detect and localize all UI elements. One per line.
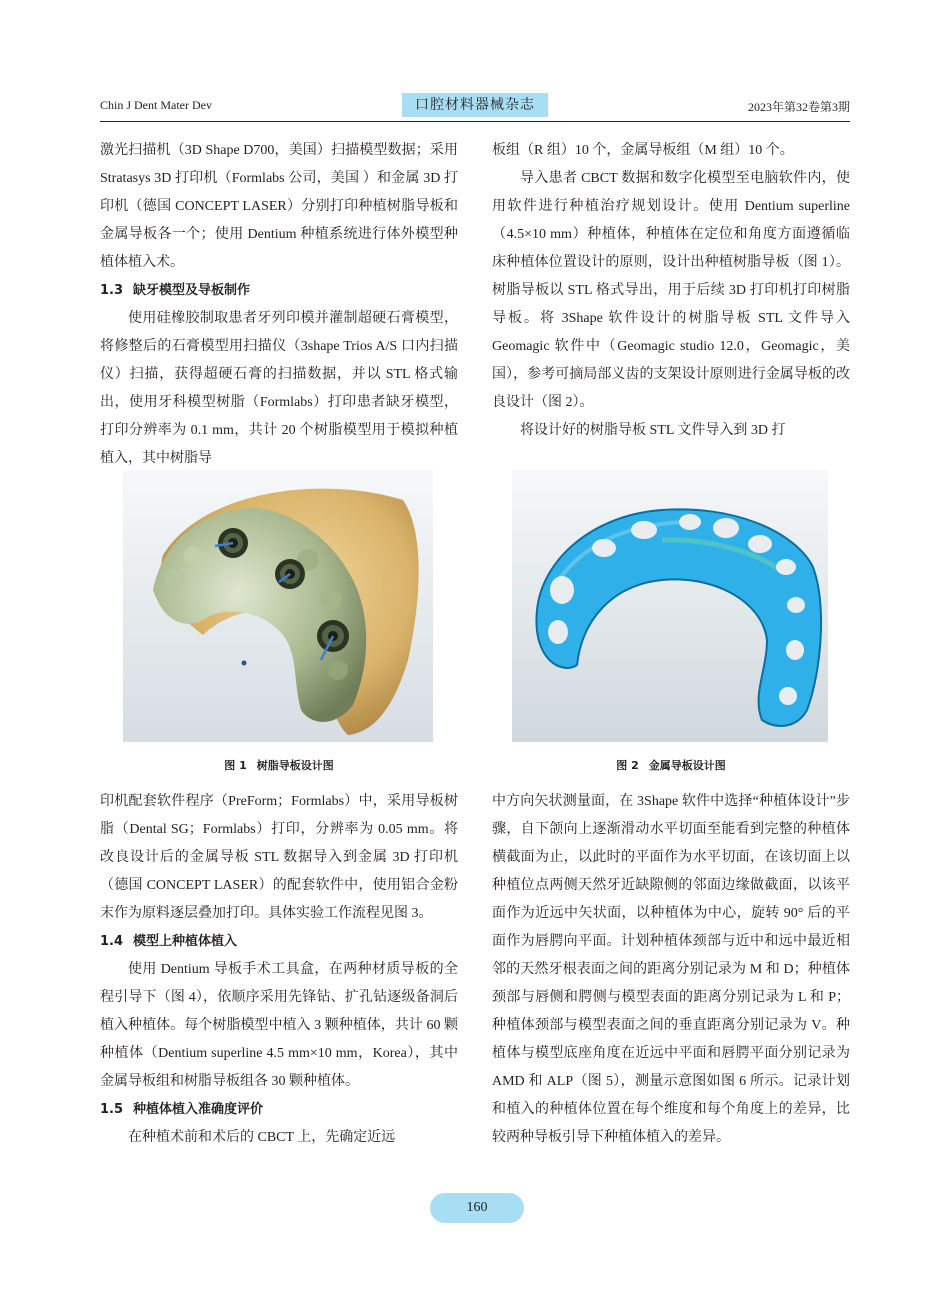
figure-title: 树脂导板设计图 bbox=[256, 759, 334, 772]
bottom-left-column bbox=[100, 788, 458, 1152]
section-number: 1.5 bbox=[100, 1102, 124, 1117]
section-number: 1.4 bbox=[100, 934, 124, 949]
paragraph: 将设计好的树脂导板 STL 文件导入到 3D 打 bbox=[520, 423, 786, 438]
figure-2-caption bbox=[492, 757, 850, 773]
bottom-right-column bbox=[492, 788, 850, 1152]
section-heading-1-5 bbox=[100, 1096, 458, 1124]
paragraph: 印机配套软件程序（PreForm；Formlabs）中，采用导板树脂（Dental SG；Formlabs）打印，分辨率为 0.05 mm。将改良设计后的金属导板 STL 数据导入到金属 3D 打印机（德国 CONCEPT LASER）的配套软件中，使用铝合金粉末作为原料逐层叠加打印。具体实验工作流程见图 3。 bbox=[100, 794, 458, 921]
section-heading-1-3 bbox=[100, 277, 458, 305]
journal-chinese-title: 口腔材料器械杂志 bbox=[402, 93, 548, 117]
paragraph: 在种植术前和术后的 CBCT 上，先确定近远 bbox=[128, 1130, 396, 1145]
figure-1-caption bbox=[100, 757, 458, 773]
paragraph: 板组（R 组）10 个，金属导板组（M 组）10 个。 bbox=[492, 143, 794, 158]
section-title: 种植体植入准确度评价 bbox=[133, 1102, 264, 1117]
top-right-column bbox=[492, 137, 850, 445]
figure-number: 图 2 bbox=[616, 759, 639, 772]
section-title: 缺牙模型及导板制作 bbox=[133, 283, 251, 298]
journal-english-title: Chin J Dent Mater Dev bbox=[100, 98, 212, 112]
header-rule bbox=[100, 121, 850, 122]
figure-1-resin-guide-image bbox=[123, 470, 433, 742]
issue-info: 2023年第32卷第3期 bbox=[747, 100, 850, 114]
figure-title: 金属导板设计图 bbox=[648, 759, 726, 772]
paragraph: 中方向矢状测量面，在 3Shape 软件中选择“种植体设计”步骤，自下颌向上逐渐滑动水平切面至能看到完整的种植体横截面为止，以此时的平面作为水平切面，在该切面上以种植位点两侧天然牙近缺隙侧的邻面边缘做截面，以该平面作为近远中矢状面，以种植体为中心，旋转 90° 后的平面作为唇腭向平面。计划种植体颈部与近中和远中最近相邻的天然牙根表面之间的距离分别记录为 M 和 D；种植体颈部与唇侧和腭侧与模型表面的距离分别记录为 L 和 P；种植体颈部与模型表面之间的垂直距离分别记录为 V。种植体与模型底座角度在近远中平面和唇腭平面分别记录为 AMD 和 ALP（图 5），测量示意图如图 6 所示。记录计划和植入的种植体位置在每个维度和每个角度上的差异，比较两种导板引导下种植体植入的差异。 bbox=[492, 794, 850, 1145]
section-number: 1.3 bbox=[100, 283, 124, 298]
paragraph: 使用 Dentium 导板手术工具盒，在两种材质导板的全程引导下（图 4），依顺序采用先锋钻、扩孔钻逐级备洞后植入种植体。每个树脂模型中植入 3 颗种植体，共计 60 颗种植体（Dentium superline 4.5 mm×10 mm，Korea），其中金属导板组和树脂导板组各 30 颗种植体。 bbox=[100, 962, 458, 1089]
figure-number: 图 1 bbox=[224, 759, 247, 772]
paragraph: 使用硅橡胶制取患者牙列印模并灌制超硬石膏模型，将修整后的石膏模型用扫描仪（3shape Trios A/S 口内扫描仪）扫描，获得超硬石膏的扫描数据，并以 STL 格式输出，使用牙科模型树脂（Formlabs）打印患者缺牙模型，打印分辨率为 0.1 mm，共计 20 个树脂模型用于模拟种植植入，其中树脂导 bbox=[100, 311, 458, 466]
figure-2-metal-guide-image bbox=[512, 470, 828, 742]
page-number: 160 bbox=[430, 1193, 524, 1223]
section-heading-1-4 bbox=[100, 928, 458, 956]
top-left-column bbox=[100, 137, 458, 473]
paragraph: 激光扫描机（3D Shape D700，美国）扫描模型数据；采用 Stratasys 3D 打印机（Formlabs 公司，美国 ）和金属 3D 打印机（德国 CONCEPT LASER）分别打印种植树脂导板和金属导板各一个；使用 Dentium 种植系统进行体外模型种植体植入术。 bbox=[100, 143, 458, 270]
paragraph: 导入患者 CBCT 数据和数字化模型至电脑软件内，使用软件进行种植治疗规划设计。使用 Dentium superline（4.5×10 mm）种植体，种植体在定位和角度方面遵循临床种植体位置设计的原则，设计出种植树脂导板（图 1）。树脂导板以 STL 格式导出，用于后续 3D 打印机打印树脂导板。将 3Shape 软件设计的树脂导板 STL 文件导入 Geomagic 软件中（Geomagic studio 12.0，Geomagic，美国），参考可摘局部义齿的支架设计原则进行金属导板的改良设计（图 2）。 bbox=[492, 171, 850, 410]
section-title: 模型上种植体植入 bbox=[133, 934, 238, 949]
